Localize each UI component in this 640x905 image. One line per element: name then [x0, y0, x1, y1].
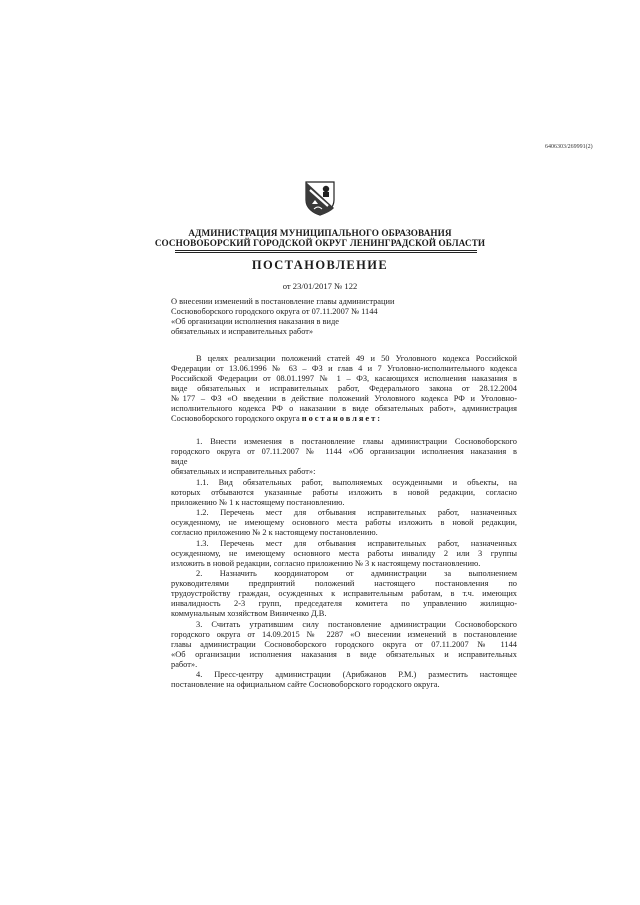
preamble-line: исполнительного кодекса РФ о наказании в виде обязательных работ», администрация	[171, 404, 517, 413]
item-1-line: 1. Внести изменения в постановление главы администрации Сосновоборского	[196, 437, 517, 446]
subject-line: Сосновоборского городского округа от 07.11.2007 № 1144	[171, 307, 378, 316]
item-3-line: работ».	[171, 660, 198, 669]
subject-line: О внесении изменений в постановление главы администрации	[171, 297, 395, 306]
document-id: 6406303/269991(2)	[545, 144, 593, 150]
preamble-line: В целях реализации положений статей 49 и 50 Уголовного кодекса Российской	[196, 354, 517, 363]
preamble-line-last	[171, 414, 382, 424]
item-3-line: городского округа от 14.09.2015 № 2287 «О внесении изменений в постановление	[171, 630, 517, 639]
item-1-line: городского округа от 07.11.2007 № 1144 «Об организации исполнения наказания в	[171, 447, 517, 456]
preamble-line: Сосновоборского городского округа	[171, 414, 300, 423]
item-1-1-line: 1.1. Вид обязательных работ, выполняемых осужденными и объекты, на	[196, 478, 517, 487]
item-2-line: коммунальным хозяйством Виниченко Д.В.	[171, 609, 327, 618]
item-2-line: трудоустройству граждан, осужденных к исправительным работам, в т.ч. имеющих	[171, 589, 517, 598]
item-3-line: 3. Считать утратившим силу постановление администрации Сосновоборского	[196, 620, 517, 629]
document-title: ПОСТАНОВЛЕНИЕ	[251, 258, 389, 272]
item-1-line: обязательных и исправительных работ»:	[171, 467, 316, 476]
item-1-line: виде	[171, 457, 188, 466]
preamble-line: №177 – ФЗ «О введении в действие положений Уголовного кодекса РФ и Уголовно-	[171, 394, 517, 403]
preamble-line: Российской Федерации от 08.01.1997 № 1 – ФЗ, касающихся исполнения наказания в	[171, 374, 517, 383]
item-1-3-line: изложить в новой редакции, согласно приложению № 3 к настоящему постановлению.	[171, 559, 481, 568]
item-2-line: 2. Назначить координатором от администрации за выполнением	[196, 569, 517, 578]
preamble-line: виде обязательных и исправительных работ, Федерального закона от 28.12.2004	[171, 384, 517, 393]
item-1-1-line: приложению № 1 к настоящему постановлению.	[171, 498, 345, 507]
item-2-line: руководителями предприятий положений настоящего постановления по	[171, 579, 517, 588]
municipal-coat-of-arms-icon	[302, 180, 338, 216]
organization-name-line-2: СОСНОВОБОРСКИЙ ГОРОДСКОЙ ОКРУГ ЛЕНИНГРАДСКОЙ ОБЛАСТИ	[154, 238, 486, 248]
organization-name-line-1: АДМИНИСТРАЦИЯ МУНИЦИПАЛЬНОГО ОБРАЗОВАНИЯ	[188, 228, 452, 238]
item-1-2-line: согласно приложению № 2 к настоящему постановлению.	[171, 528, 378, 537]
item-3-line: главы администрации Сосновоборского городского округа от 07.11.2007 № 1144	[171, 640, 517, 649]
item-1-1-line: которых отбываются указанные работы изложить в новой редакции, согласно	[171, 488, 517, 497]
header-rule-bottom	[175, 252, 477, 253]
subject-line: обязательных и исправительных работ»	[171, 327, 314, 336]
subject-line: «Об организации исполнения наказания в виде	[171, 317, 339, 326]
item-1-3-line: 1.3. Перечень мест для отбывания исправительных работ, назначенных	[196, 539, 517, 548]
preamble-line: Федерации от 13.06.1996 № 63 – ФЗ и глав 4 и 7 Уголовно-исполнительного кодекса	[171, 364, 517, 373]
header-rule-top	[175, 250, 477, 251]
item-1-2-line: 1.2. Перечень мест для отбывания исправительных работ, назначенных	[196, 508, 517, 517]
resolves-keyword: постановляет:	[301, 414, 382, 423]
item-2-line: инвалидность 2-3 групп, председателя комитета по управлению жилищно-	[171, 599, 517, 608]
document-date-number: от 23/01/2017 № 122	[282, 281, 358, 291]
item-3-line: «Об организации исполнения наказания в виде обязательных и исправительных	[171, 650, 517, 659]
item-4-line: постановление на официальном сайте Сосновоборского городского округа.	[171, 680, 440, 689]
item-4-line: 4. Пресс-центру администрации (Арибжанов Р.М.) разместить настоящее	[196, 670, 517, 679]
item-1-3-line: осужденному, не имеющему основного места работы инвалиду 2 или 3 группы	[171, 549, 517, 558]
item-1-2-line: осужденному, не имеющему основного места работы изложить в новой редакции,	[171, 518, 517, 527]
